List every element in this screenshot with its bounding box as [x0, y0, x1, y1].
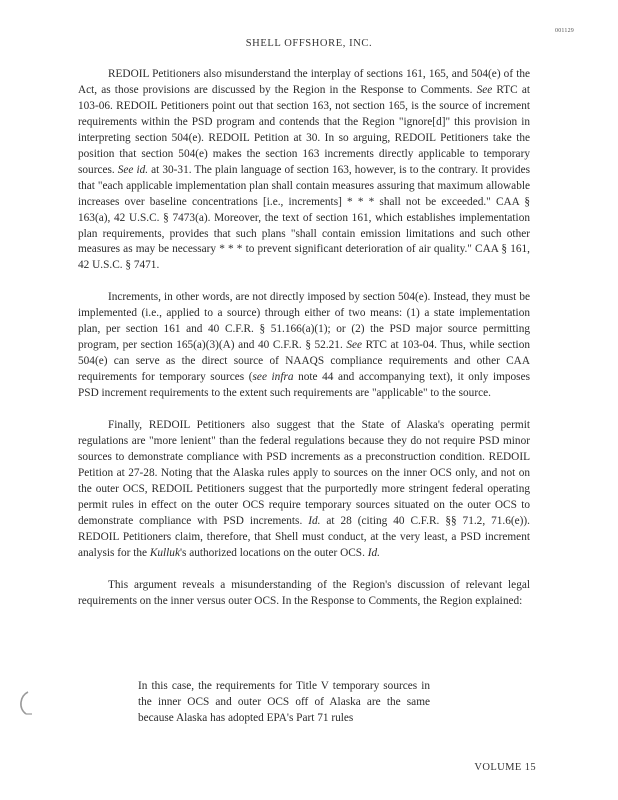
text-run: RTC at 103-04. Thus, while section 504(e) can serve as the direct source of NAAQS compliance requirements and other CAA requirements for temporary sources (	[78, 339, 530, 384]
scan-artifact-mark	[14, 690, 38, 718]
text-run: 's authorized locations on the outer OCS.	[179, 546, 368, 559]
paragraph	[78, 67, 530, 274]
text-run: This argument reveals a misunderstanding of the Region's discussion of relevant legal requirements on the inner versus outer OCS. In the Response to Comments, the Region explained:	[78, 578, 530, 607]
text-run: note 44 and accompanying text), it only imposes PSD increment requirements to the extent such requirements are "applicable" to the source.	[78, 371, 530, 400]
text-run: Finally, REDOIL Petitioners also suggest that the State of Alaska's operating permit regulations are "more lenient" than the federal regulations because they do not require PSD minor sources to demonstrate compliance with PSD increments as a preconstruction condition. REDOIL Petition at 27-28. Noting that the Alaska rules apply to sources on the inner OCS only, and not on the outer OCS, REDOIL Petitioners suggest that the purportedly more stringent federal operating permit rules in effect on the outer OCS require temporary sources situated on the outer OCS to demonstrate compliance with PSD increments.	[78, 419, 530, 527]
text-run: Increments, in other words, are not directly imposed by section 504(e). Instead, they must be implemented (i.e., applied to a source) through either of two means: (1) a state implementation plan, per section 161 and 40 C.F.R. § 51.166(a)(1); or (2) the PSD major source permitting program, per section 165(a)(3)(A) and 40 C.F.R. § 52.21.	[78, 291, 530, 352]
body-text	[78, 67, 530, 626]
italic-run: See	[476, 83, 493, 96]
italic-run: Id.	[367, 546, 380, 559]
paragraph	[78, 418, 530, 562]
italic-run: see infra	[252, 371, 294, 384]
italic-run: See	[346, 339, 363, 352]
text-run: at 28 (citing 40 C.F.R. §§ 71.2, 71.6(e)). REDOIL Petitioners claim, therefore, that Shell must conduct, at the very least, a PSD increment analysis for the	[78, 514, 530, 559]
italic-run: See id.	[117, 163, 149, 176]
running-head: SHELL OFFSHORE, INC.	[245, 38, 373, 49]
paragraph	[78, 578, 530, 610]
page-code: 001129	[555, 28, 574, 34]
italic-run: Kulluk	[149, 546, 180, 559]
paragraph	[78, 290, 530, 402]
italic-run: Id.	[308, 514, 321, 527]
text-run: RTC at 103-06. REDOIL Petitioners point out that section 163, not section 165, is the source of increment requirements within the PSD program and contends that the Region "ignore[d]" this provision in interpreting section 504(e). REDOIL Petition at 30. In so arguing, REDOIL Petitioners take the position that section 504(e) makes the section 163 increments directly applicable to temporary sources.	[78, 83, 530, 176]
text-run: REDOIL Petitioners also misunderstand the interplay of sections 161, 165, and 504(e) of the Act, as those provisions are discussed by the Region in the Response to Comments.	[78, 68, 530, 96]
text-run: at 30-31. The plain language of section 163, however, is to the contrary. It provides that "each applicable implementation plan shall contain measures assuring that maximum allowable increases over baseline concentrations [i.e., increments] * * * shall not be exceeded." CAA § 163(a), 42 U.S.C. § 7473(a). Moreover, the text of section 161, which establishes implementation plan requirements, provides that such plans "shall contain emission limitations and such other measures as may be necessary * * * to prevent significant deterioration of air quality." CAA § 161, 42 U.S.C. § 7471.	[78, 163, 530, 272]
block-quote: In this case, the requirements for Title V temporary sources in the inner OCS and outer OCS off of Alaska are the same because Alaska has adopted EPA's Part 71 rules	[138, 680, 430, 724]
volume-footer: VOLUME 15	[474, 762, 536, 773]
